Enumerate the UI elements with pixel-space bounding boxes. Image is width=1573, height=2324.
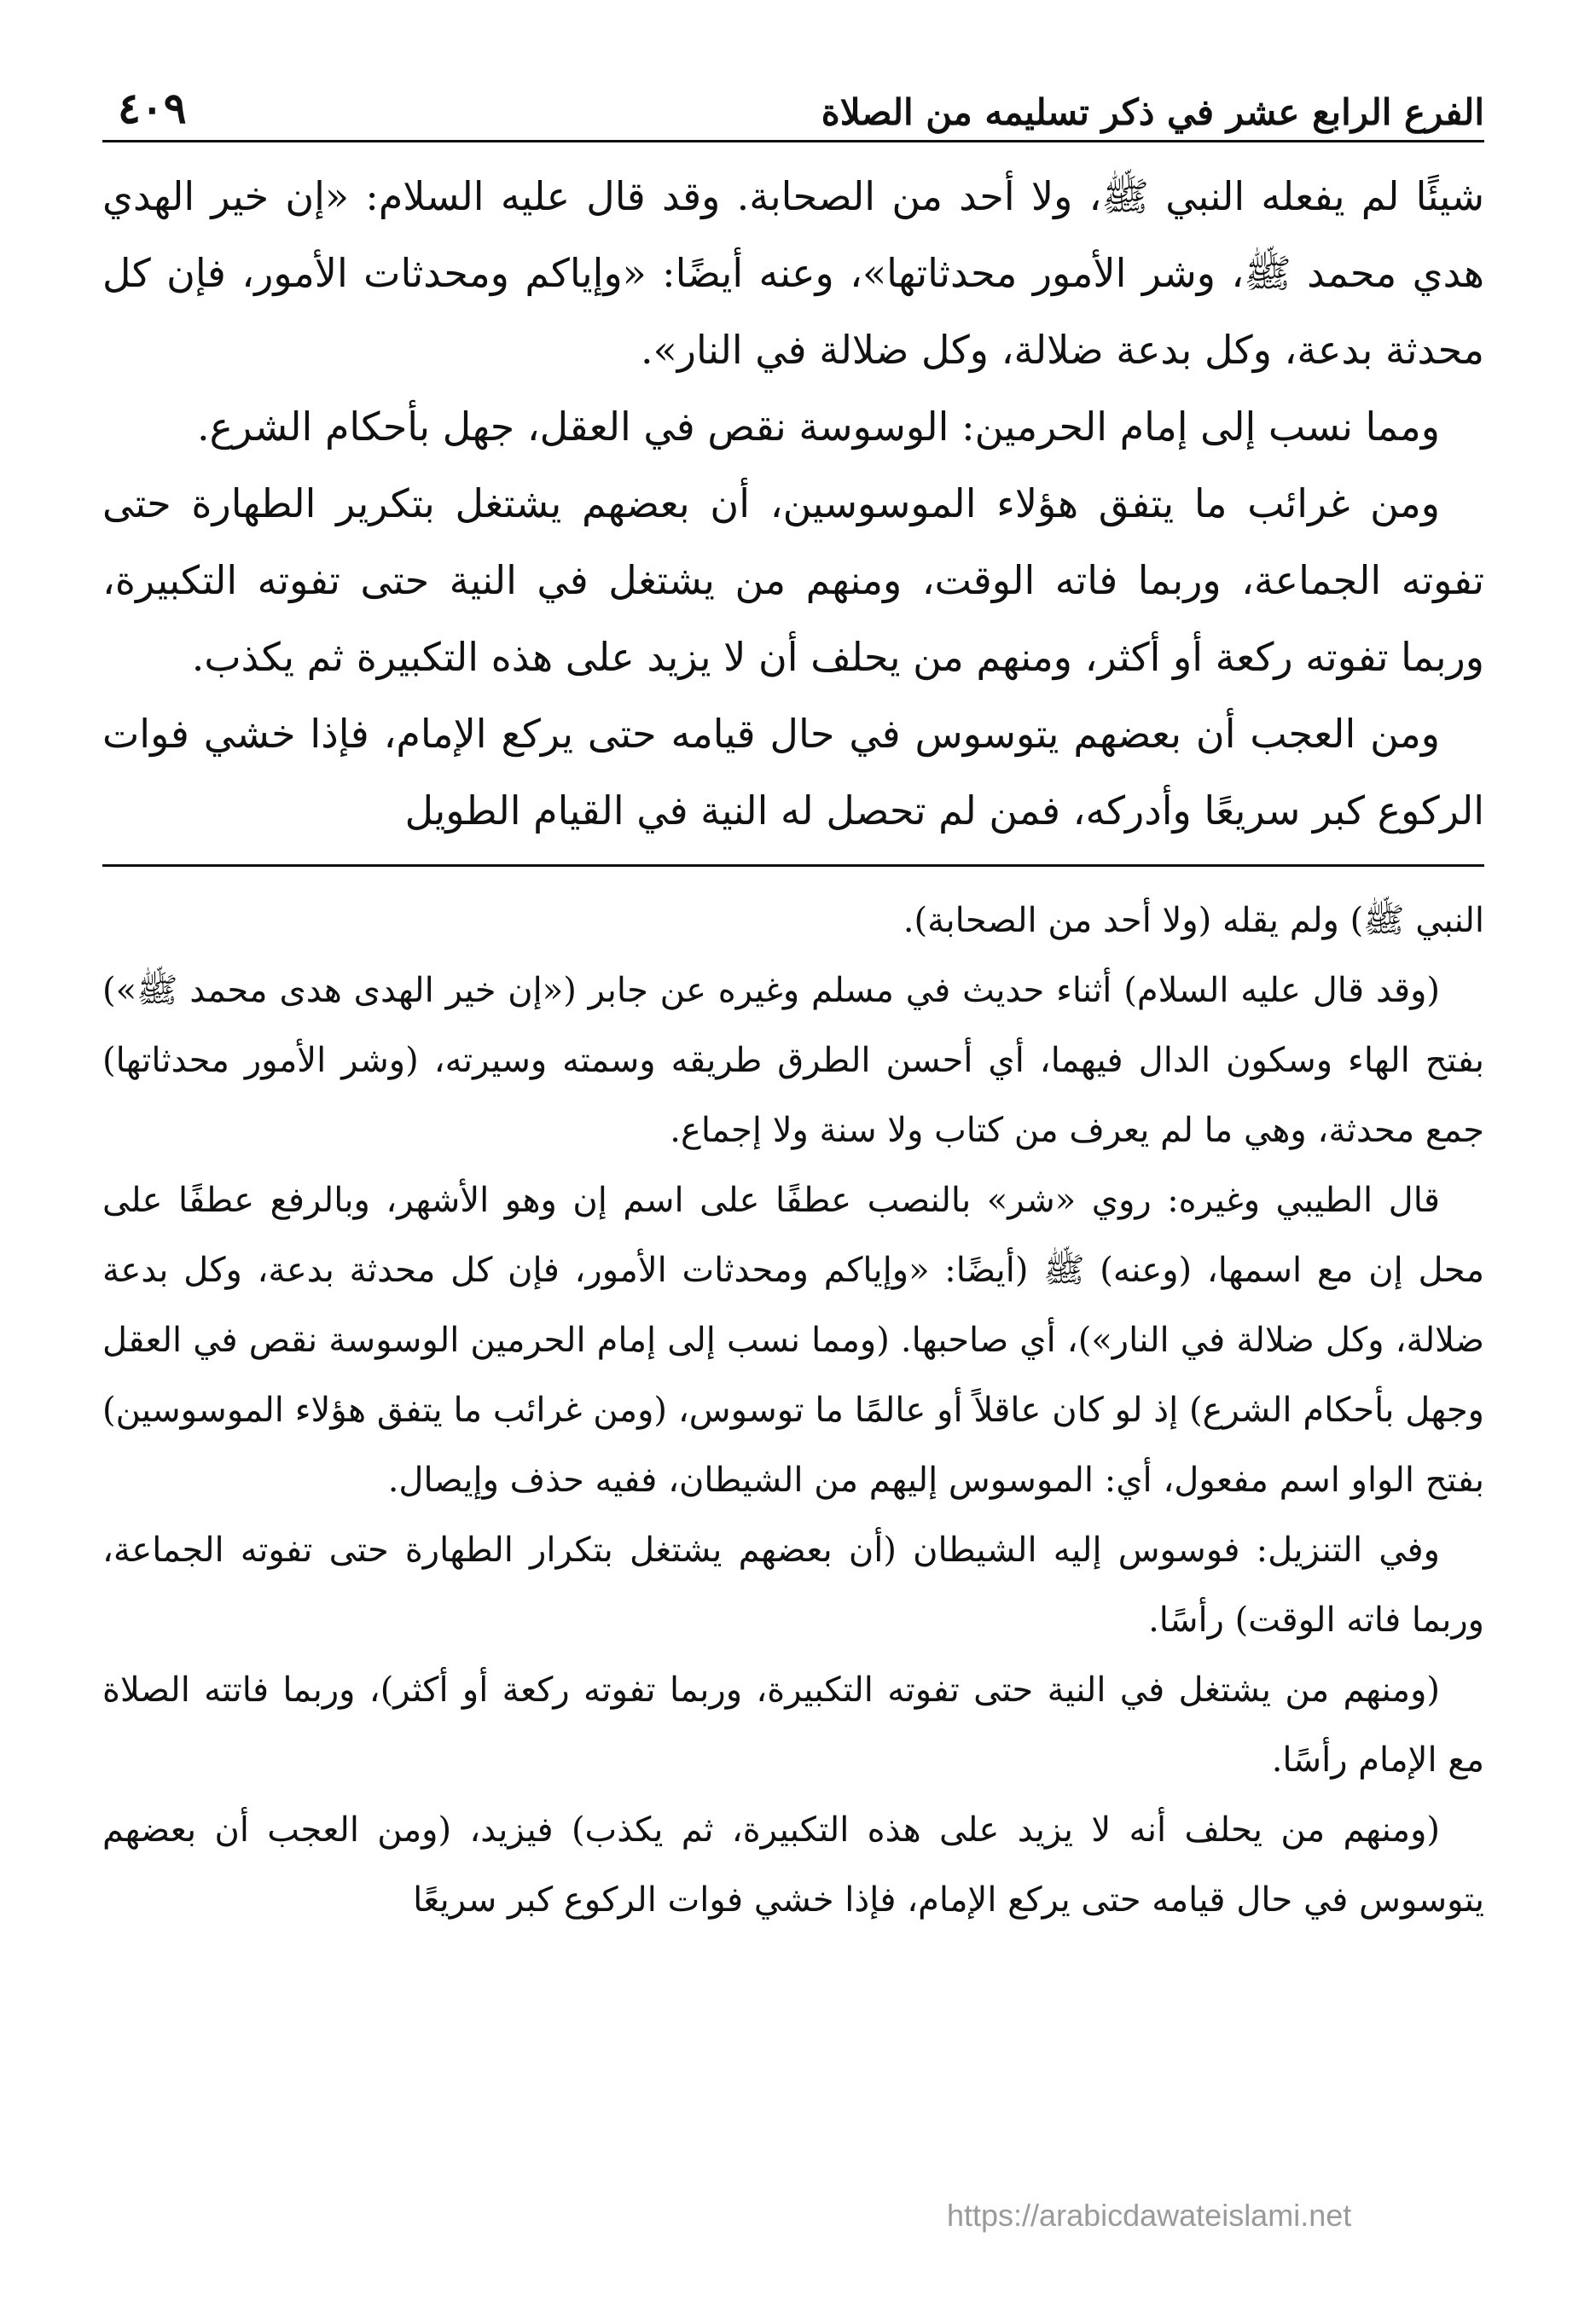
book-page <box>102 60 1484 1935</box>
commentary-paragraph: قال الطيبي وغيره: روي «شر» بالنصب عطفًا على اسم إن وهو الأشهر، وبالرفع عطفًا على محل إن مع اسمها، (وعنه) ﷺ (أيضًا: «وإياكم ومحدثات الأمور، فإن كل محدثة بدعة، وكل بدعة ضلالة، وكل ضلالة في النار»)، أي صاحبها. (ومما نسب إلى إمام الحرمين الوسوسة نقص في العقل وجهل بأحكام الشرع) إذ لو كان عاقلاً أو عالمًا ما توسوس، (ومن غرائب ما يتفق هؤلاء الموسوسين) بفتح الواو اسم مفعول، أي: الموسوس إليهم من الشيطان، ففيه حذف وإيصال. <box>102 1181 1484 1500</box>
commentary-paragraph: (وقد قال عليه السلام) أثناء حديث في مسلم وغيره عن جابر («إن خير الهدى هدى محمد ﷺ») بفتح الهاء وسكون الدال فيهما، أي أحسن الطرق طريقه وسمته وسيرته، (وشر الأمور محدثاتها) جمع محدثة، وهي ما لم يعرف من كتاب ولا سنة ولا إجماع. <box>102 971 1484 1150</box>
commentary-text <box>102 886 1484 1935</box>
website-watermark: https://arabicdawateislami.net <box>947 2198 1352 2233</box>
commentary-separator <box>102 864 1484 867</box>
commentary-paragraph: (ومنهم من يشتغل في النية حتى تفوته التكبيرة، وربما تفوته ركعة أو أكثر)، وربما فاتته الصلاة مع الإمام رأسًا. <box>102 1670 1484 1780</box>
running-title: الفرع الرابع عشر في ذكر تسليمه من الصلاة <box>821 91 1484 133</box>
main-paragraph: ومن غرائب ما يتفق هؤلاء الموسوسين، أن بعضهم يشتغل بتكرير الطهارة حتى تفوته الجماعة، وربما فاته الوقت، ومنهم من يشتغل في النية حتى تفوته التكبيرة، وربما تفوته ركعة أو أكثر، ومنهم من يحلف أن لا يزيد على هذه التكبيرة ثم يكذب. <box>102 480 1484 680</box>
page-number: ٤٠٩ <box>118 83 187 133</box>
main-paragraph: ومن العجب أن بعضهم يتوسوس في حال قيامه حتى يركع الإمام، فإذا خشي فوات الركوع كبر سريعًا وأدركه، فمن لم تحصل له النية في القيام الطويل <box>102 711 1484 834</box>
commentary-paragraph: النبي ﷺ) ولم يقله (ولا أحد من الصحابة). <box>903 901 1484 940</box>
commentary-paragraph: وفي التنزيل: فوسوس إليه الشيطان (أن بعضهم يشتغل بتكرار الطهارة حتى تفوته الجماعة، وربما فاته الوقت) رأسًا. <box>102 1531 1484 1640</box>
main-text <box>102 158 1484 849</box>
commentary-paragraph: (ومنهم من يحلف أنه لا يزيد على هذه التكبيرة، ثم يكذب) فيزيد، (ومن العجب أن بعضهم يتوسوس في حال قيامه حتى يركع الإمام، فإذا خشي فوات الركوع كبر سريعًا <box>102 1810 1484 1920</box>
header-rule <box>102 140 1484 142</box>
main-paragraph: ومما نسب إلى إمام الحرمين: الوسوسة نقص في العقل، جهل بأحكام الشرع. <box>197 404 1440 450</box>
page-header <box>102 60 1484 133</box>
main-paragraph: شيئًا لم يفعله النبي ﷺ، ولا أحد من الصحابة. وقد قال عليه السلام: «إن خير الهدي هدي محمد ﷺ، وشر الأمور محدثاتها»، وعنه أيضًا: «وإياكم ومحدثات الأمور، فإن كل محدثة بدعة، وكل بدعة ضلالة، وكل ضلالة في النار». <box>102 173 1484 373</box>
